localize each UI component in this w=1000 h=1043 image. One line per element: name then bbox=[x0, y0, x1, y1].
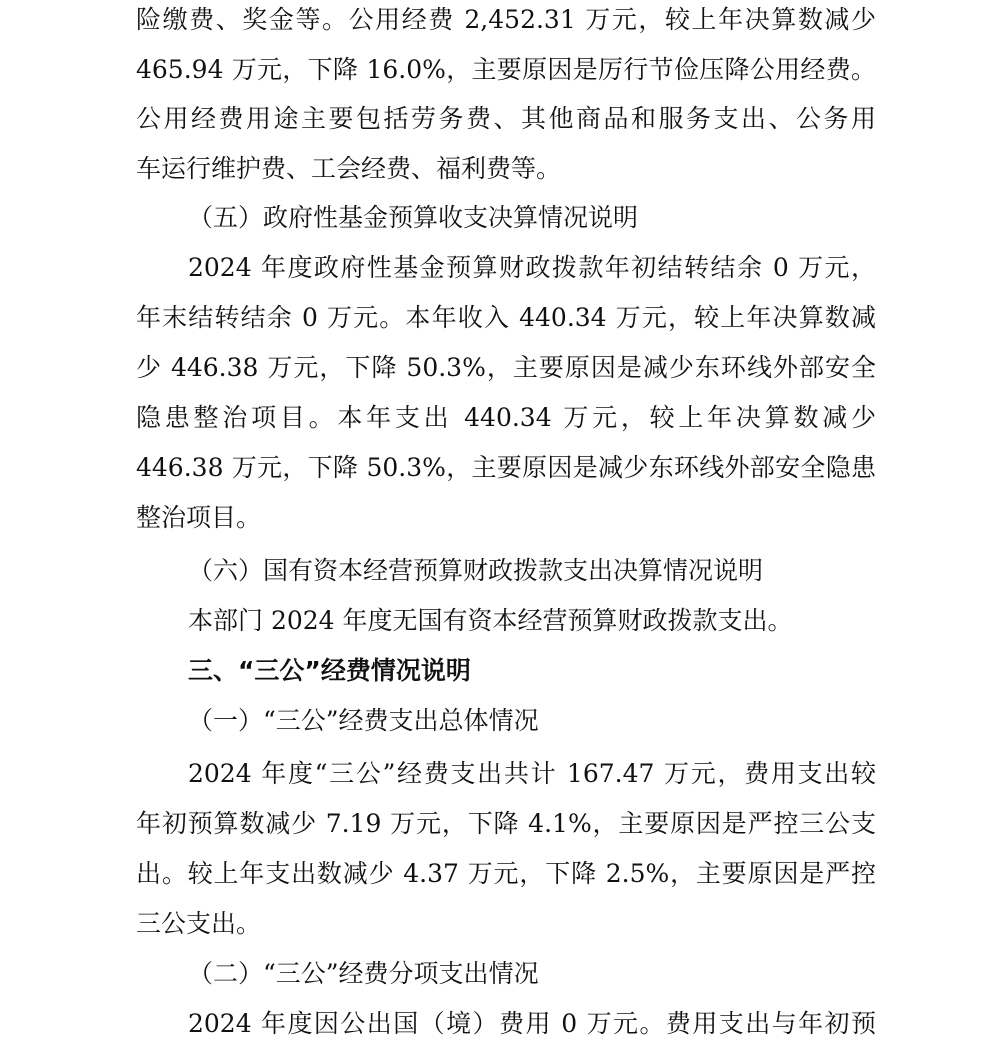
paragraph-line: 446.38 万元，下降 50.3%，主要原因是减少东环线外部安全隐患 bbox=[136, 453, 876, 482]
paragraph-line: 公用经费用途主要包括劳务费、其他商品和服务支出、公务用 bbox=[136, 104, 876, 133]
paragraph-line: 三公支出。 bbox=[136, 909, 262, 938]
paragraph-line: 隐患整治项目。本年支出 440.34 万元，较上年决算数减少 bbox=[136, 403, 876, 432]
paragraph-line: 2024 年度政府性基金预算财政拨款年初结转结余 0 万元， bbox=[188, 253, 876, 282]
section-heading-six: （六）国有资本经营预算财政拨款支出决算情况说明 bbox=[188, 556, 764, 585]
paragraph-line: 少 446.38 万元，下降 50.3%，主要原因是减少东环线外部安全 bbox=[136, 353, 876, 382]
paragraph-line: 车运行维护费、工会经费、福利费等。 bbox=[136, 154, 562, 183]
paragraph-line: 本部门 2024 年度无国有资本经营预算财政拨款支出。 bbox=[188, 606, 793, 635]
section-heading-five: （五）政府性基金预算收支决算情况说明 bbox=[188, 203, 639, 232]
paragraph-line: 2024 年度因公出国（境）费用 0 万元。费用支出与年初预 bbox=[188, 1009, 876, 1038]
paragraph-line: 险缴费、奖金等。公用经费 2,452.31 万元，较上年决算数减少 bbox=[136, 5, 876, 34]
paragraph-line: 出。较上年支出数减少 4.37 万元，下降 2.5%，主要原因是严控 bbox=[136, 859, 876, 888]
paragraph-line: 整治项目。 bbox=[136, 503, 262, 532]
subsection-heading-two: （二）“三公”经费分项支出情况 bbox=[188, 959, 539, 988]
paragraph-line: 465.94 万元，下降 16.0%，主要原因是厉行节俭压降公用经费。 bbox=[136, 55, 876, 84]
paragraph-line: 年末结转结余 0 万元。本年收入 440.34 万元，较上年决算数减 bbox=[136, 303, 876, 332]
section-heading-three: 三、“三公”经费情况说明 bbox=[188, 656, 471, 685]
paragraph-line: 年初预算数减少 7.19 万元，下降 4.1%，主要原因是严控三公支 bbox=[136, 809, 876, 838]
paragraph-line: 2024 年度“三公”经费支出共计 167.47 万元，费用支出较 bbox=[188, 759, 876, 788]
subsection-heading-one: （一）“三公”经费支出总体情况 bbox=[188, 706, 539, 735]
